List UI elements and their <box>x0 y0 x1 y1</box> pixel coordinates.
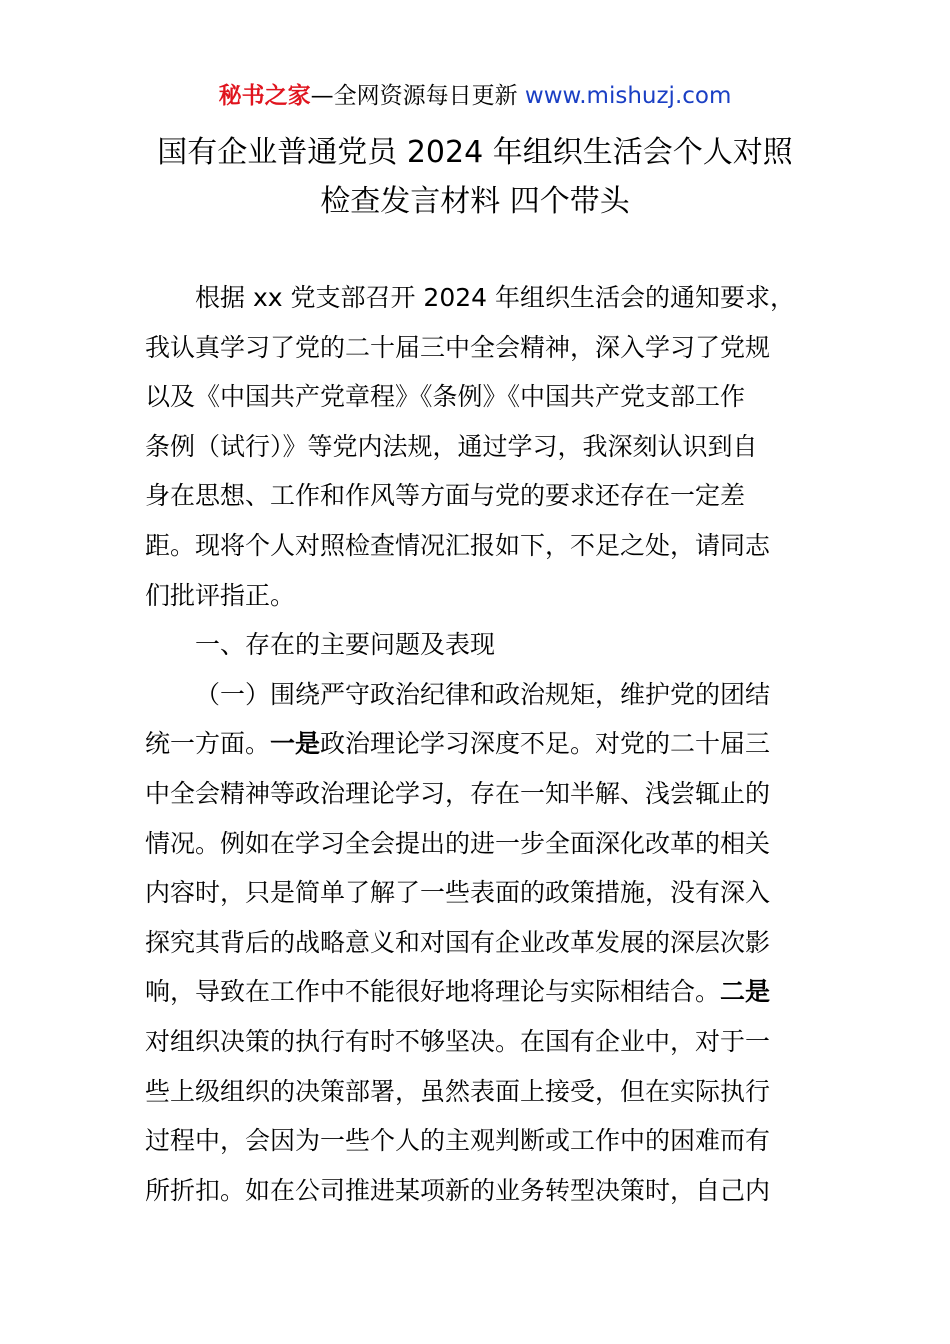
body-line: 内容时，只是简单了解了一些表面的政策措施，没有深入 <box>145 878 771 908</box>
body-line: 对组织决策的执行有时不够坚决。在国有企业中，对于一 <box>145 1026 771 1056</box>
brand-name: 秘书之家 <box>218 83 311 109</box>
site-url-link[interactable]: www.mishuzj.com <box>524 83 732 109</box>
bold-marker: 二是 <box>720 977 771 1007</box>
body-text-run: 统一方面。 <box>145 729 271 759</box>
body-line: 以及《中国共产党章程》《条例》《中国共产党支部工作 <box>145 382 746 412</box>
document-title <box>60 128 890 226</box>
body-line: 距。现将个人对照检查情况汇报如下，不足之处，请同志 <box>145 530 771 560</box>
body-line: 身在思想、工作和作风等方面与党的要求还存在一定差 <box>145 481 746 511</box>
header-tagline: —全网资源每日更新 <box>310 83 525 109</box>
body-line: 所折扣。如在公司推进某项新的业务转型决策时，自己内 <box>145 1175 771 1205</box>
bold-marker: 一是 <box>270 729 321 759</box>
body-line: 情况。例如在学习全会提出的进一步全面深化改革的相关 <box>145 828 771 858</box>
body-line: 我认真学习了党的二十届三中全会精神，深入学习了党规 <box>145 332 771 362</box>
body-line: 根据 xx 党支部召开 2024 年组织生活会的通知要求， <box>195 283 796 312</box>
body-line: 些上级组织的决策部署，虽然表面上接受，但在实际执行 <box>145 1076 771 1106</box>
body-line: 过程中，会因为一些个人的主观判断或工作中的困难而有 <box>145 1126 771 1156</box>
body-line <box>145 719 810 769</box>
body-line: 中全会精神等政治理论学习，存在一知半解、浅尝辄止的 <box>145 778 771 808</box>
body-line <box>145 967 810 1017</box>
body-line: 探究其背后的战略意义和对国有企业改革发展的深层次影 <box>145 927 771 957</box>
site-header <box>0 80 950 112</box>
body-text-run: 响，导致在工作中不能很好地将理论与实际相结合。 <box>145 977 721 1007</box>
section-heading: 一、存在的主要问题及表现 <box>195 630 496 660</box>
body-text-run: 政治理论学习深度不足。对党的二十届三 <box>320 729 771 759</box>
body-line: 们批评指正。 <box>145 580 296 610</box>
document-body <box>145 273 810 1215</box>
subsection-heading: （一）围绕严守政治纪律和政治规矩，维护党的团结 <box>195 679 771 709</box>
title-line-1: 国有企业普通党员 2024 年组织生活会个人对照 <box>157 135 793 170</box>
title-line-2: 检查发言材料 四个带头 <box>320 184 630 219</box>
body-line: 条例（试行）》等党内法规，通过学习，我深刻认识到自 <box>145 431 758 461</box>
